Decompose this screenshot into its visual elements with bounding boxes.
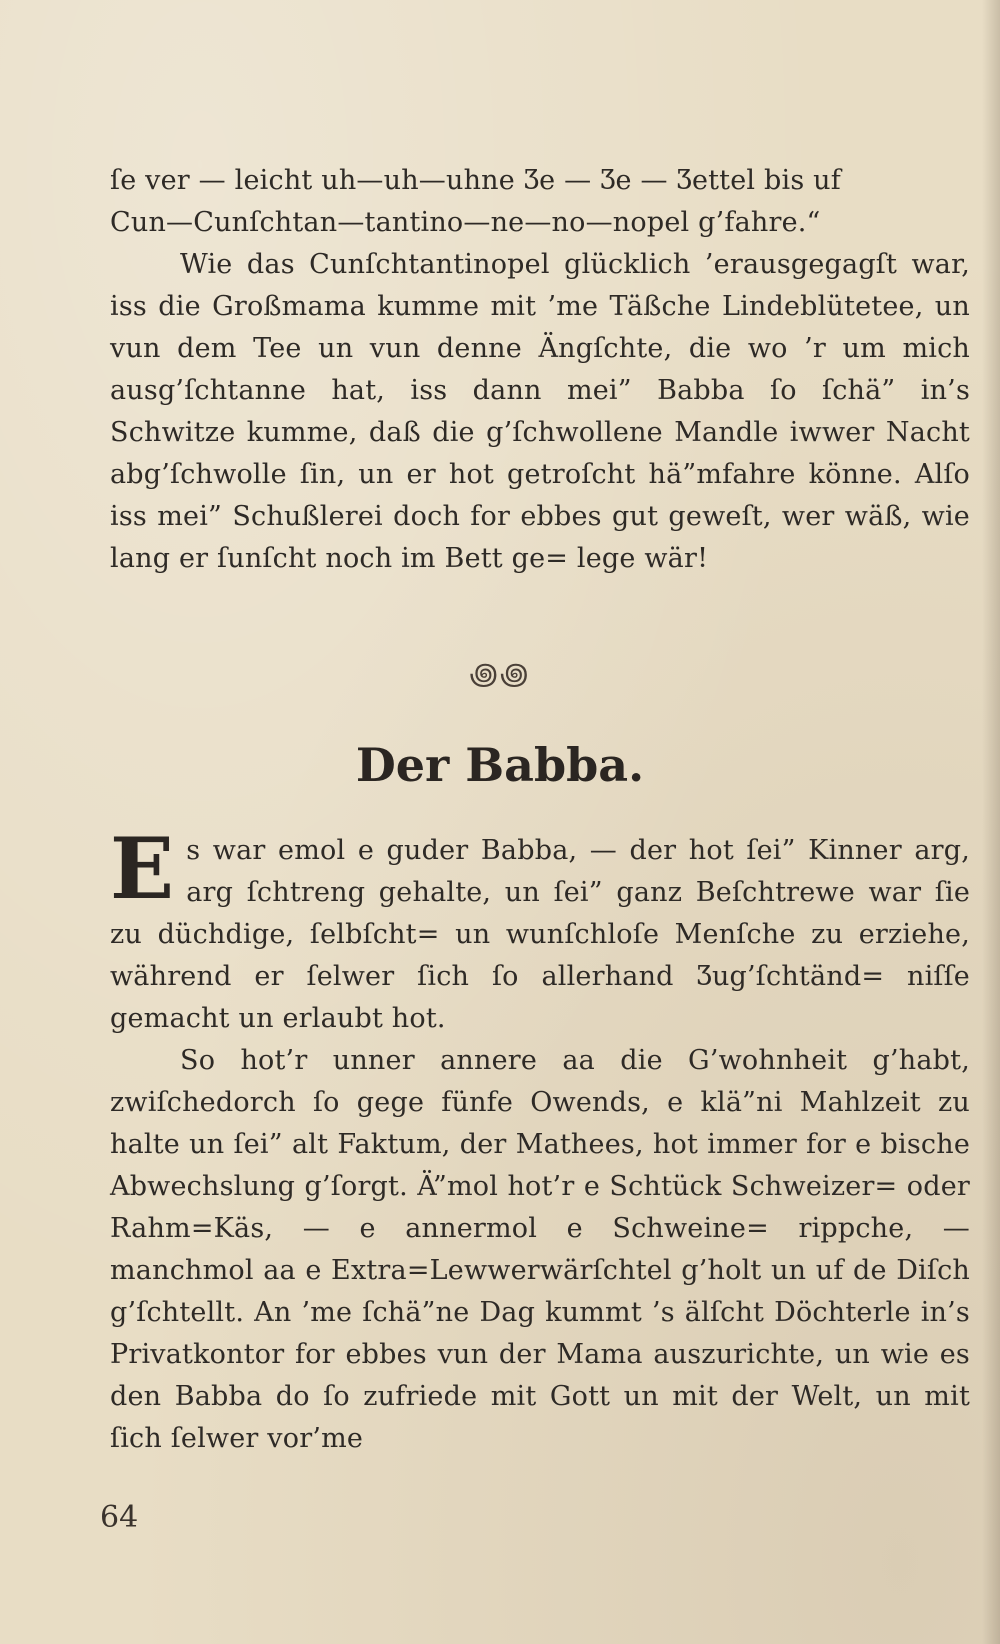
paragraph-constantinople — [110, 244, 970, 580]
paragraph-text: So hot’r unner annere aa die G’wohnheit g’habt, zwiſchedorch ſo gege fünfe Owends, e klä”ni Mahlzeit zu halte un ſei” alt Faktum, der Mathees, hot immer for e bische Abwechslung g’ſorgt. Ä”mol hot’r e Schtück Schweizer= oder Rahm=Käs, — e annermol e Schweine= rippche, — manchmol aa e Extra=Lewwerwärſchtel g’holt un uf de Diſch g’ſchtellt. An ’me ſchä”ne Dag kummt ’s älſcht Döchterle in’s Privatkontor for ebbes vun der Mama auszurichte, un wie es den Babba do ſo zufriede mit Gott un mit der Welt, un mit ſich ſelwer vor’me — [110, 1045, 970, 1454]
chapter-second-paragraph — [110, 1040, 970, 1460]
continued-text — [110, 160, 970, 580]
section-divider-ornament: ꩜꩜ — [469, 657, 531, 692]
drop-cap: E — [110, 819, 175, 918]
chapter-title: Der Babba. — [355, 738, 645, 792]
paragraph-continuation: ſe ver — leicht uh—uh—uhne Ʒe — Ʒe — Ʒettel bis uf Cun—Cunſchtan—tantino—ne—no—nopel g’fahre.“ — [110, 165, 841, 238]
page-number: 64 — [100, 1500, 139, 1535]
chapter-first-paragraph — [110, 819, 970, 1040]
paragraph-text: s war emol e guder Babba, — der hot ſei” Kinner arg, arg ſchtreng gehalte, un ſei” ganz Beſchtrewe war ſie zu düchdige, ſelbſcht= un wunſchloſe Menſche zu erziehe, während er ſelwer ſich ſo allerhand Ʒug’ſchtänd= niſſe gemacht un erlaubt hot. — [110, 835, 970, 1034]
chapter-text — [110, 819, 970, 1460]
paragraph-text: Wie das Cunſchtantinopel glücklich ’erausgegagſt war, iss die Großmama kumme mit ’me Täßche Lindeblütetee, un vun dem Tee un vun denne Ängſchte, die wo ’r um mich ausg’ſchtanne hat, iss dann mei” Babba ſo ſchä” in’s Schwitze kumme, daß die g’ſchwollene Mandle iwwer Nacht abg’ſchwolle ſin, un er hot getroſcht hä”mfahre könne. Alſo iss mei” Schußlerei doch for ebbes gut geweſt, wer wäß, wie lang er ſunſcht noch im Bett ge= lege wär! — [110, 249, 970, 574]
page-edge-shadow — [982, 0, 1000, 1644]
